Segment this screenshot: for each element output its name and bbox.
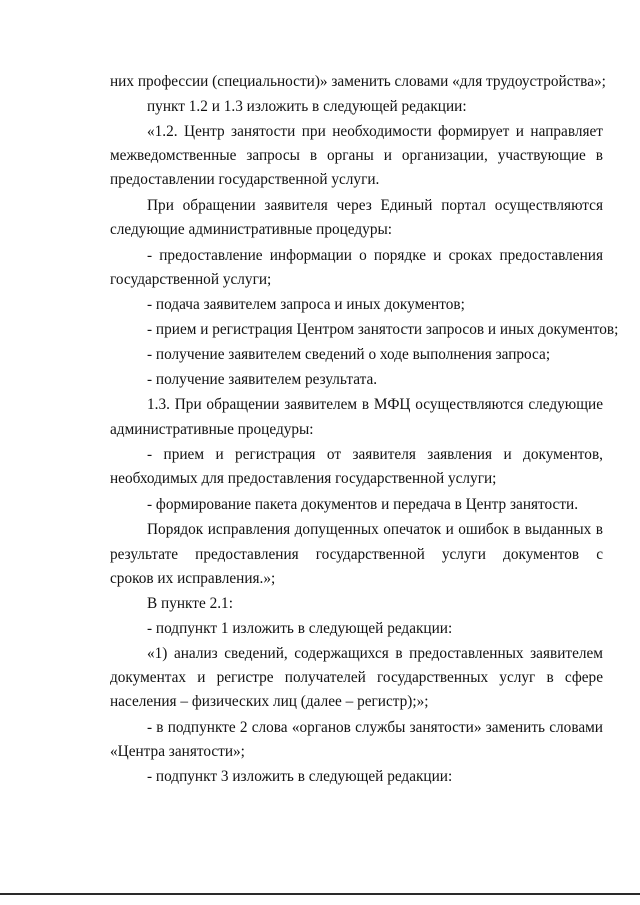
- text-line-4: межведомственные запросы в органы и организации, участвующие в: [110, 147, 603, 164]
- text-line-19: Порядок исправления допущенных опечаток и ошибок в выданных в: [147, 521, 603, 538]
- text-line-21: сроков их исправления.»;: [110, 570, 276, 587]
- text-line-23: - подпункт 1 изложить в следующей редакции:: [147, 620, 453, 637]
- text-line-16: - прием и регистрация от заявителя заявления и документов,: [147, 446, 603, 463]
- text-line-7: следующие административные процедуры:: [110, 221, 392, 238]
- text-line-17: необходимых для предоставления государственной услуги;: [110, 470, 497, 487]
- text-line-11: - прием и регистрация Центром занятости запросов и иных документов;: [147, 321, 619, 338]
- text-line-20: результате предоставления государственной услуги документов с: [110, 546, 603, 563]
- text-line-25: документах и регистре получателей государственных услуг в сфере: [110, 669, 603, 686]
- text-line-13: - получение заявителем результата.: [147, 371, 378, 388]
- text-line-18: - формирование пакета документов и передача в Центр занятости.: [147, 496, 579, 513]
- text-line-14: 1.3. При обращении заявителем в МФЦ осуществляются следующие: [147, 396, 603, 413]
- text-line-6: При обращении заявителя через Единый портал осуществляются: [147, 197, 603, 214]
- text-line-2: пункт 1.2 и 1.3 изложить в следующей редакции:: [147, 98, 467, 115]
- text-line-28: «Центра занятости»;: [110, 743, 245, 760]
- text-line-12: - получение заявителем сведений о ходе выполнения запроса;: [147, 346, 551, 363]
- text-line-29: - подпункт 3 изложить в следующей редакции:: [147, 768, 453, 785]
- text-line-1: них профессии (специальности)» заменить словами «для трудоустройства»;: [110, 73, 606, 90]
- text-line-24: «1) анализ сведений, содержащихся в предоставленных заявителем: [147, 645, 603, 662]
- bottom-edge-rule: [0, 893, 640, 895]
- text-line-10: - подача заявителем запроса и иных документов;: [147, 296, 465, 313]
- text-line-5: предоставлении государственной услуги.: [110, 171, 380, 188]
- text-line-15: административные процедуры:: [110, 421, 314, 438]
- text-line-3: «1.2. Центр занятости при необходимости формирует и направляет: [147, 123, 603, 140]
- text-line-27: - в подпункте 2 слова «органов службы занятости» заменить словами: [147, 719, 603, 736]
- text-line-22: В пункте 2.1:: [147, 595, 233, 612]
- text-line-9: государственной услуги;: [110, 271, 272, 288]
- text-line-8: - предоставление информации о порядке и сроках предоставления: [147, 247, 603, 264]
- text-line-26: населения – физических лиц (далее – регистр);»;: [110, 693, 429, 710]
